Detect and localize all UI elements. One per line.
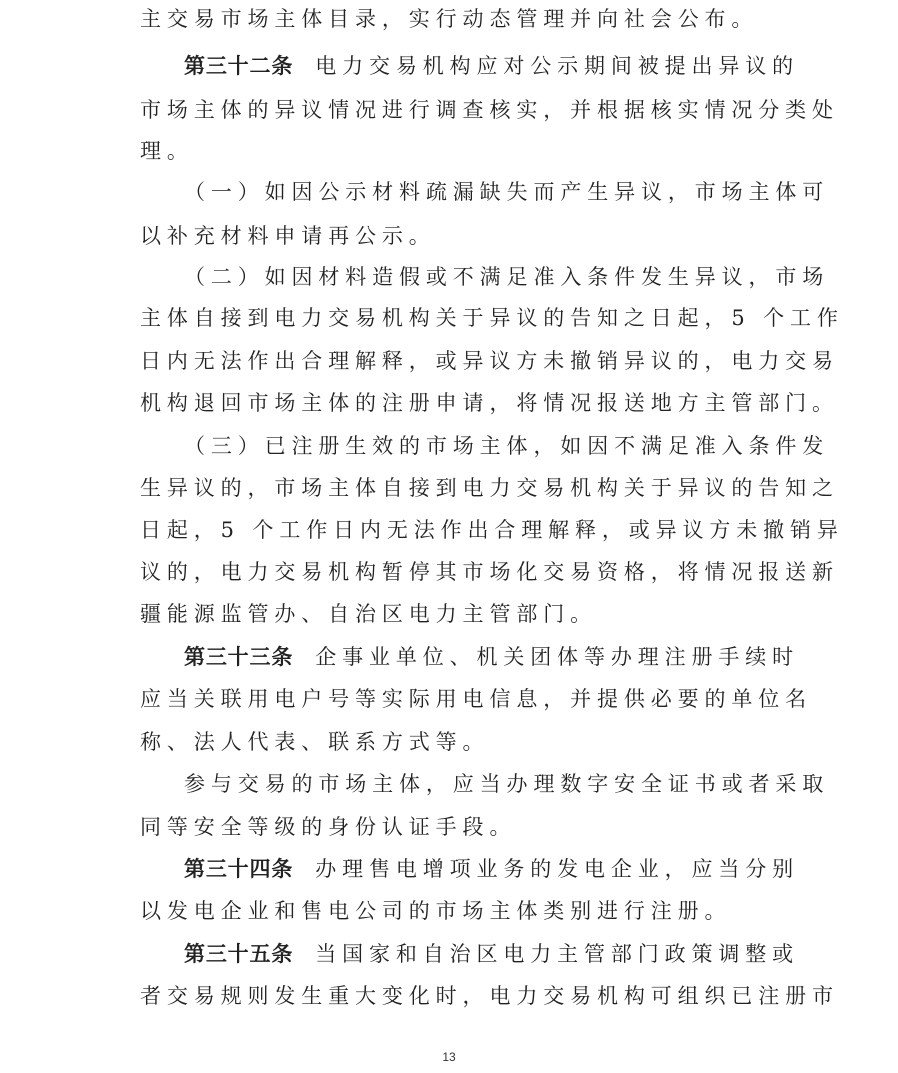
text-line: 理。: [140, 139, 194, 163]
article-heading-line: [184, 939, 799, 969]
text-line: 生异议的，市场主体自接到电力交易机构关于异议的告知之: [140, 476, 839, 500]
article-text: 当国家和自治区电力主管部门政策调整或: [315, 942, 800, 966]
article-heading-line: [184, 51, 799, 81]
text-line: （二）如因材料造假或不满足准入条件发生异议，市场: [184, 265, 830, 289]
article-heading-line: [184, 642, 799, 672]
text-line: 应当关联用电户号等实际用电信息，并提供必要的单位名: [140, 687, 812, 711]
article-number: 第三十五条: [184, 942, 294, 966]
article-text: 电力交易机构应对公示期间被提出异议的: [315, 54, 800, 78]
text-line: 者交易规则发生重大变化时，电力交易机构可组织已注册市: [140, 984, 839, 1008]
text-line: 称、法人代表、联系方式等。: [140, 730, 490, 754]
text-line: 市场主体的异议情况进行调查核实，并根据核实情况分类处: [140, 98, 839, 122]
text-line: 参与交易的市场主体，应当办理数字安全证书或者采取: [184, 772, 830, 796]
text-line: 日起，5 个工作日内无法作出合理解释，或异议方未撤销异: [140, 518, 844, 542]
article-number: 第三十三条: [184, 645, 294, 669]
article-heading-line: [184, 854, 799, 884]
text-line: 主体自接到电力交易机构关于异议的告知之日起，5 个工作: [140, 306, 844, 330]
text-line: 主交易市场主体目录，实行动态管理并向社会公布。: [140, 7, 759, 31]
article-text: 企事业单位、机关团体等办理注册手续时: [315, 645, 800, 669]
text-line: 日内无法作出合理解释，或异议方未撤销异议的，电力交易: [140, 349, 839, 373]
text-line: （一）如因公示材料疏漏缺失而产生异议，市场主体可: [184, 180, 830, 204]
text-line: 机构退回市场主体的注册申请，将情况报送地方主管部门。: [140, 391, 839, 415]
article-text: 办理售电增项业务的发电企业，应当分别: [315, 857, 800, 881]
text-line: 以发电企业和售电公司的市场主体类别进行注册。: [140, 899, 732, 923]
text-line: 以补充材料申请再公示。: [140, 224, 436, 248]
text-line: 疆能源监管办、自治区电力主管部门。: [140, 602, 597, 626]
text-line: （三）已注册生效的市场主体，如因不满足准入条件发: [184, 434, 830, 458]
text-line: 议的，电力交易机构暂停其市场化交易资格，将情况报送新: [140, 560, 839, 584]
article-number: 第三十四条: [184, 857, 294, 881]
page-number: 13: [442, 1050, 456, 1064]
article-number: 第三十二条: [184, 54, 294, 78]
text-line: 同等安全等级的身份认证手段。: [140, 815, 517, 839]
